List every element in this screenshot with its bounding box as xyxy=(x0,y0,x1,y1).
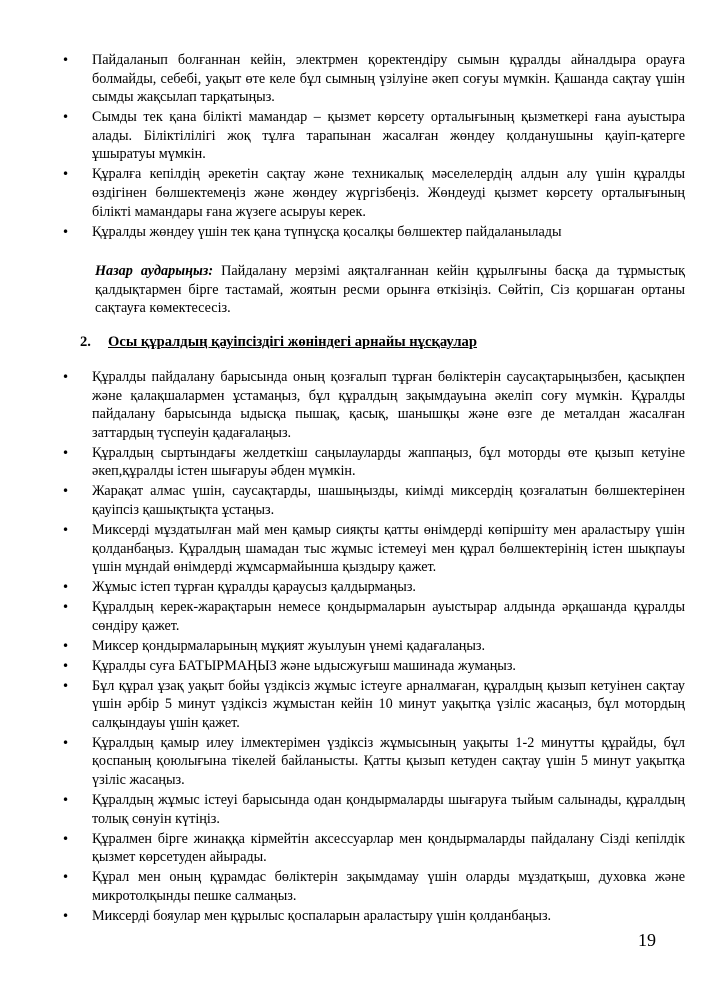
list-item: • Миксер қондырмаларының мұқият жуылуын үнемі қадағалаңыз. xyxy=(0,637,705,656)
list-item: • Құралды пайдалану барысында оның қозғалып тұрған бөліктерін саусақтарыңызбен, қасықпен және қалақшалармен ұстамаңыз, бұл құралдың зақымдауына әкеліп соғу мүмкін. Құралды пайдалану барысында ыдысқа пышақ, қасық, шанышқы және өзге де металдан жасалған заттардың түспеуін қадағалаңыз. xyxy=(0,368,705,442)
list-item: • Құралға кепілдің әрекетін сақтау және техникалық мәселелердің алдын алу үшін құралды өздігінен бөлшектемеңіз және жөндеу жүргізбеңіз. Жөндеуді қызмет көрсету орталығының білікті мамандары ғана жүзеге асыруы керек. xyxy=(0,165,705,221)
list-item: • Құралдың жұмыс істеуі барысында одан қондырмаларды шығаруға тыйым салынады, құралдың толық сөнуін күтіңіз. xyxy=(0,791,705,828)
section-number: 2. xyxy=(80,334,91,350)
warnings-list xyxy=(0,51,705,243)
page-number: 19 xyxy=(638,930,656,950)
list-item: • Бұл құрал ұзақ уақыт бойы үздіксіз жұмыс істеуге арналмаған, құралдың қызып кетуінен сақтау үшін әрбір 5 минут үздіксіз жұмыстан кейін 10 минут уақытқа үзіліс жасаңыз, бұл мотордың салқындауы үшін қажет. xyxy=(0,677,705,733)
list-item: • Миксерді бояулар мен құрылыс қоспаларын араластыру үшін қолданбаңыз. xyxy=(0,907,705,926)
list-item: • Сымды тек қана білікті мамандар – қызмет көрсету орталығының қызметкері ғана ауыстыра алады. Біліктілілігі жоқ тұлға тарапынан жасалған жөндеу қолданушыны қауіп-қатерге ұшыратуы мүмкін. xyxy=(0,108,705,164)
list-item: • Құралды суға БАТЫРМАҢЫЗ және ыдысжуғыш машинада жумаңыз. xyxy=(0,657,705,676)
section-title: Осы құралдың қауіпсіздігі жөніндегі арнайы нұсқаулар xyxy=(108,334,477,350)
list-item: • Пайдаланып болғаннан кейін, электрмен қоректендіру сымын құралды айналдыра орауға болмайды, себебі, уақыт өте келе бұл сымның үзілуіне әкеп соғуы мүмкін. Қашанда сақтау үшін сымды жақсылап тарқатыңыз. xyxy=(0,51,705,107)
safety-instructions-list xyxy=(0,368,705,927)
list-item: • Құралдың керек-жарақтарын немесе қондырмаларын ауыстырар алдында әрқашанда құралды сөндіру қажет. xyxy=(0,598,705,635)
attention-text: Пайдалану мерзімі аяқталғаннан кейін құрылғыны басқа да тұрмыстық қалдықтармен бірге тастамай, жоятын ресми орынға өткізіңіз. Сөйтіп, Сіз қоршаған ортаны сақтауға көмектесесіз. xyxy=(95,263,685,317)
list-item: • Миксерді мұздатылған май мен қамыр сияқты қатты өнімдерді көпіршіту мен араластыру үшін қолданбаңыз. Құралдың шамадан тыс жұмыс істемеуі мен құрал бөлшектерінің істен шықпауы үшін мұндай өнімдерді жұмсармайынша қыздыру қажет. xyxy=(0,521,705,577)
list-item: • Құралды жөндеу үшін тек қана түпнұсқа қосалқы бөлшектер пайдаланылады xyxy=(0,223,705,242)
section-heading xyxy=(80,333,477,352)
list-item: • Құралмен бірге жинаққа кірмейтін аксессуарлар мен қондырмаларды пайдалану Сізді кепілдік қызмет көрсетуден айырады. xyxy=(0,830,705,867)
list-item: • Құрал мен оның құрамдас бөліктерін зақымдамау үшін оларды мұздатқыш, духовка және микротолқынды пешке салмаңыз. xyxy=(0,868,705,905)
list-item: • Құралдың сыртындағы желдеткіш саңылауларды жаппаңыз, бұл моторды өте қызып кетуіне әкеп,құралды істен шығаруы әбден мүмкін. xyxy=(0,444,705,481)
attention-label: Назар аударыңыз: xyxy=(95,263,214,279)
list-item: • Жарақат алмас үшін, саусақтарды, шашыңызды, киімді миксердің қозғалатын бөлшектерінен қауіпсіз қашықтықта ұстаңыз. xyxy=(0,482,705,519)
list-item: • Құралдың қамыр илеу ілмектерімен үздіксіз жұмысының уақыты 1-2 минутты құрайды, бұл қоспаның қоюлығына тікелей байланысты. Қатты қызып кетуден сақтау үшін 5 минут уақытқа үзіліс жасаңыз. xyxy=(0,734,705,790)
attention-note xyxy=(95,262,685,318)
list-item: • Жұмыс істеп тұрған құралды қараусыз қалдырмаңыз. xyxy=(0,578,705,597)
